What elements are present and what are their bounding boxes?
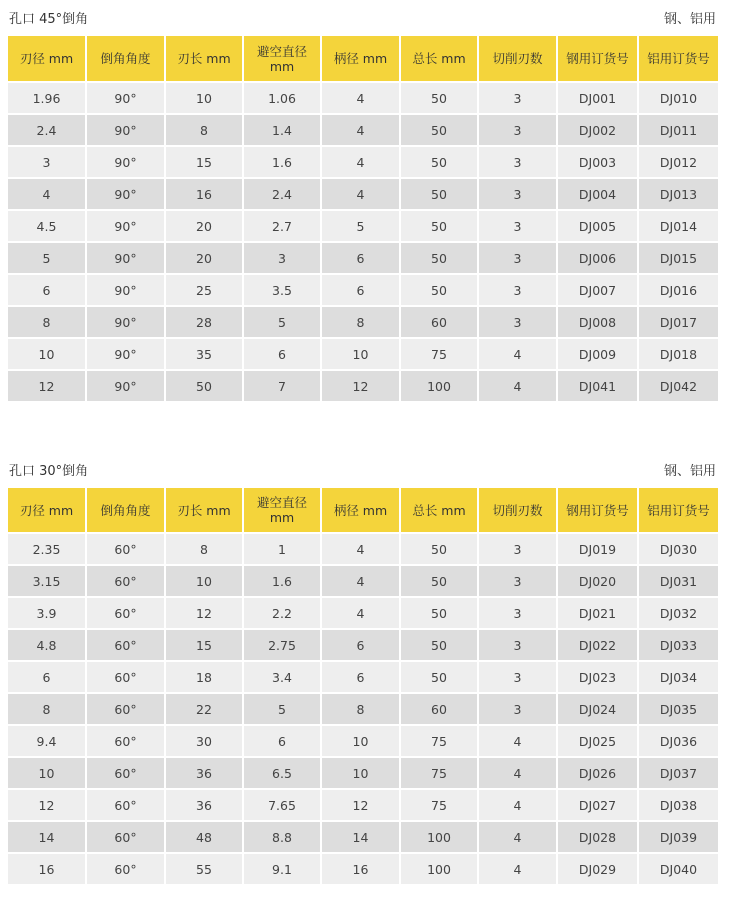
cell-flute-length: 48 <box>166 822 244 854</box>
cell-steel-order-no: DJ041 <box>558 371 639 403</box>
cell-shank-diameter: 6 <box>322 662 401 694</box>
cell-chamfer-angle: 60° <box>87 854 166 886</box>
cell-chamfer-angle: 60° <box>87 534 166 566</box>
table-row <box>8 854 718 886</box>
cell-diameter: 4 <box>8 179 87 211</box>
cell-steel-order-no: DJ001 <box>558 83 639 115</box>
table-row <box>8 822 718 854</box>
cell-aluminum-order-no: DJ039 <box>639 822 718 854</box>
cell-aluminum-order-no: DJ010 <box>639 83 718 115</box>
column-header-shank-diameter: 柄径 mm <box>322 36 401 83</box>
material-label: 钢、铝用 <box>663 464 716 479</box>
cell-diameter: 4.5 <box>8 211 87 243</box>
cell-overall-length: 50 <box>401 566 479 598</box>
table-row <box>8 534 718 566</box>
cell-flute-length: 8 <box>166 115 244 147</box>
cell-flute-count: 4 <box>479 371 558 403</box>
table-row <box>8 179 718 211</box>
cell-flute-length: 35 <box>166 339 244 371</box>
cell-overall-length: 100 <box>401 822 479 854</box>
cell-aluminum-order-no: DJ036 <box>639 726 718 758</box>
cell-flute-length: 12 <box>166 598 244 630</box>
cell-chamfer-angle: 90° <box>87 243 166 275</box>
cell-overall-length: 75 <box>401 339 479 371</box>
cell-flute-count: 4 <box>479 790 558 822</box>
cell-flute-count: 3 <box>479 694 558 726</box>
cell-chamfer-angle: 90° <box>87 371 166 403</box>
table-row <box>8 275 718 307</box>
cell-flute-length: 36 <box>166 758 244 790</box>
cell-chamfer-angle: 60° <box>87 566 166 598</box>
cell-chamfer-angle: 90° <box>87 147 166 179</box>
cell-flute-length: 55 <box>166 854 244 886</box>
table-row <box>8 115 718 147</box>
cell-overall-length: 50 <box>401 630 479 662</box>
cell-shank-diameter: 5 <box>322 211 401 243</box>
cell-steel-order-no: DJ019 <box>558 534 639 566</box>
table-row <box>8 630 718 662</box>
cell-shank-diameter: 10 <box>322 339 401 371</box>
cell-flute-length: 10 <box>166 566 244 598</box>
cell-overall-length: 100 <box>401 371 479 403</box>
cell-flute-length: 22 <box>166 694 244 726</box>
table-header-row <box>8 488 718 534</box>
section-title: 孔口 45°倒角 <box>9 12 89 27</box>
table-row <box>8 566 718 598</box>
cell-steel-order-no: DJ020 <box>558 566 639 598</box>
cell-chamfer-angle: 90° <box>87 211 166 243</box>
cell-aluminum-order-no: DJ013 <box>639 179 718 211</box>
cell-aluminum-order-no: DJ038 <box>639 790 718 822</box>
cell-steel-order-no: DJ026 <box>558 758 639 790</box>
cell-steel-order-no: DJ024 <box>558 694 639 726</box>
table-row <box>8 339 718 371</box>
column-header-relief-diameter: 避空直径 mm <box>244 488 322 534</box>
spec-table-30 <box>8 488 718 886</box>
cell-overall-length: 60 <box>401 694 479 726</box>
cell-steel-order-no: DJ006 <box>558 243 639 275</box>
cell-chamfer-angle: 90° <box>87 339 166 371</box>
section-title: 孔口 30°倒角 <box>9 464 89 479</box>
column-header-overall-length: 总长 mm <box>401 36 479 83</box>
cell-overall-length: 50 <box>401 243 479 275</box>
cell-relief-diameter: 2.2 <box>244 598 322 630</box>
cell-diameter: 12 <box>8 790 87 822</box>
column-header-steel-order-no: 钢用订货号 <box>558 488 639 534</box>
cell-shank-diameter: 4 <box>322 83 401 115</box>
table-row <box>8 83 718 115</box>
cell-relief-diameter: 7.65 <box>244 790 322 822</box>
cell-steel-order-no: DJ028 <box>558 822 639 854</box>
table-row <box>8 371 718 403</box>
cell-relief-diameter: 2.7 <box>244 211 322 243</box>
cell-overall-length: 50 <box>401 275 479 307</box>
cell-flute-length: 16 <box>166 179 244 211</box>
cell-aluminum-order-no: DJ015 <box>639 243 718 275</box>
cell-diameter: 3.9 <box>8 598 87 630</box>
cell-relief-diameter: 3 <box>244 243 322 275</box>
cell-diameter: 8 <box>8 694 87 726</box>
cell-aluminum-order-no: DJ035 <box>639 694 718 726</box>
cell-shank-diameter: 14 <box>322 822 401 854</box>
cell-shank-diameter: 4 <box>322 179 401 211</box>
spec-table-45 <box>8 36 718 403</box>
cell-overall-length: 75 <box>401 758 479 790</box>
cell-relief-diameter: 5 <box>244 307 322 339</box>
column-header-flute-length: 刃长 mm <box>166 36 244 83</box>
column-header-aluminum-order-no: 铝用订货号 <box>639 488 718 534</box>
column-header-aluminum-order-no: 铝用订货号 <box>639 36 718 83</box>
cell-steel-order-no: DJ008 <box>558 307 639 339</box>
cell-chamfer-angle: 90° <box>87 275 166 307</box>
cell-flute-length: 20 <box>166 243 244 275</box>
section-45-chamfer <box>0 0 729 394</box>
column-header-flute-count: 切削刃数 <box>479 488 558 534</box>
cell-overall-length: 50 <box>401 147 479 179</box>
cell-shank-diameter: 4 <box>322 598 401 630</box>
cell-diameter: 14 <box>8 822 87 854</box>
table-row <box>8 694 718 726</box>
cell-chamfer-angle: 90° <box>87 83 166 115</box>
table-row <box>8 758 718 790</box>
cell-aluminum-order-no: DJ031 <box>639 566 718 598</box>
cell-chamfer-angle: 60° <box>87 822 166 854</box>
cell-flute-count: 4 <box>479 758 558 790</box>
cell-overall-length: 75 <box>401 726 479 758</box>
cell-flute-count: 3 <box>479 534 558 566</box>
cell-flute-count: 3 <box>479 275 558 307</box>
table-row <box>8 662 718 694</box>
cell-flute-count: 3 <box>479 179 558 211</box>
cell-flute-count: 3 <box>479 83 558 115</box>
cell-steel-order-no: DJ009 <box>558 339 639 371</box>
cell-overall-length: 50 <box>401 115 479 147</box>
cell-steel-order-no: DJ027 <box>558 790 639 822</box>
cell-flute-length: 36 <box>166 790 244 822</box>
cell-shank-diameter: 8 <box>322 307 401 339</box>
cell-shank-diameter: 4 <box>322 566 401 598</box>
cell-relief-diameter: 3.4 <box>244 662 322 694</box>
cell-diameter: 2.4 <box>8 115 87 147</box>
cell-shank-diameter: 6 <box>322 630 401 662</box>
cell-chamfer-angle: 90° <box>87 307 166 339</box>
cell-relief-diameter: 6 <box>244 726 322 758</box>
cell-flute-length: 15 <box>166 147 244 179</box>
cell-overall-length: 50 <box>401 179 479 211</box>
column-header-shank-diameter: 柄径 mm <box>322 488 401 534</box>
cell-relief-diameter: 1 <box>244 534 322 566</box>
cell-shank-diameter: 8 <box>322 694 401 726</box>
cell-relief-diameter: 6 <box>244 339 322 371</box>
cell-flute-count: 3 <box>479 243 558 275</box>
cell-diameter: 9.4 <box>8 726 87 758</box>
table-row <box>8 211 718 243</box>
cell-overall-length: 50 <box>401 83 479 115</box>
cell-diameter: 3 <box>8 147 87 179</box>
cell-steel-order-no: DJ021 <box>558 598 639 630</box>
cell-flute-length: 30 <box>166 726 244 758</box>
cell-aluminum-order-no: DJ042 <box>639 371 718 403</box>
cell-relief-diameter: 3.5 <box>244 275 322 307</box>
table-header-row <box>8 36 718 83</box>
section-title-row <box>0 452 729 488</box>
cell-flute-count: 3 <box>479 211 558 243</box>
table-row <box>8 598 718 630</box>
cell-flute-length: 28 <box>166 307 244 339</box>
cell-steel-order-no: DJ002 <box>558 115 639 147</box>
cell-relief-diameter: 2.4 <box>244 179 322 211</box>
cell-diameter: 8 <box>8 307 87 339</box>
cell-flute-count: 3 <box>479 147 558 179</box>
cell-steel-order-no: DJ025 <box>558 726 639 758</box>
cell-overall-length: 50 <box>401 662 479 694</box>
cell-chamfer-angle: 60° <box>87 598 166 630</box>
cell-aluminum-order-no: DJ040 <box>639 854 718 886</box>
cell-chamfer-angle: 60° <box>87 694 166 726</box>
cell-chamfer-angle: 60° <box>87 726 166 758</box>
cell-aluminum-order-no: DJ032 <box>639 598 718 630</box>
cell-flute-count: 4 <box>479 822 558 854</box>
table-row <box>8 726 718 758</box>
cell-diameter: 6 <box>8 662 87 694</box>
section-30-chamfer <box>0 452 729 877</box>
cell-steel-order-no: DJ005 <box>558 211 639 243</box>
cell-shank-diameter: 6 <box>322 243 401 275</box>
column-header-relief-diameter: 避空直径 mm <box>244 36 322 83</box>
cell-chamfer-angle: 60° <box>87 758 166 790</box>
cell-aluminum-order-no: DJ012 <box>639 147 718 179</box>
cell-diameter: 6 <box>8 275 87 307</box>
cell-flute-length: 18 <box>166 662 244 694</box>
cell-flute-count: 3 <box>479 598 558 630</box>
cell-aluminum-order-no: DJ034 <box>639 662 718 694</box>
table-row <box>8 307 718 339</box>
cell-shank-diameter: 12 <box>322 790 401 822</box>
cell-steel-order-no: DJ004 <box>558 179 639 211</box>
cell-relief-diameter: 1.6 <box>244 147 322 179</box>
column-header-overall-length: 总长 mm <box>401 488 479 534</box>
cell-flute-length: 10 <box>166 83 244 115</box>
cell-aluminum-order-no: DJ016 <box>639 275 718 307</box>
cell-aluminum-order-no: DJ030 <box>639 534 718 566</box>
cell-aluminum-order-no: DJ018 <box>639 339 718 371</box>
cell-steel-order-no: DJ003 <box>558 147 639 179</box>
cell-shank-diameter: 4 <box>322 115 401 147</box>
cell-relief-diameter: 9.1 <box>244 854 322 886</box>
cell-relief-diameter: 1.6 <box>244 566 322 598</box>
column-header-steel-order-no: 钢用订货号 <box>558 36 639 83</box>
cell-chamfer-angle: 60° <box>87 662 166 694</box>
section-title-row <box>0 0 729 36</box>
cell-aluminum-order-no: DJ011 <box>639 115 718 147</box>
cell-flute-count: 3 <box>479 115 558 147</box>
column-header-flute-count: 切削刃数 <box>479 36 558 83</box>
cell-steel-order-no: DJ023 <box>558 662 639 694</box>
cell-flute-length: 25 <box>166 275 244 307</box>
column-header-diameter: 刃径 mm <box>8 488 87 534</box>
cell-steel-order-no: DJ007 <box>558 275 639 307</box>
cell-steel-order-no: DJ029 <box>558 854 639 886</box>
cell-diameter: 10 <box>8 339 87 371</box>
cell-diameter: 12 <box>8 371 87 403</box>
cell-shank-diameter: 4 <box>322 534 401 566</box>
cell-overall-length: 75 <box>401 790 479 822</box>
cell-flute-count: 4 <box>479 854 558 886</box>
cell-diameter: 3.15 <box>8 566 87 598</box>
cell-steel-order-no: DJ022 <box>558 630 639 662</box>
cell-chamfer-angle: 60° <box>87 630 166 662</box>
cell-flute-count: 3 <box>479 662 558 694</box>
cell-diameter: 4.8 <box>8 630 87 662</box>
cell-shank-diameter: 10 <box>322 758 401 790</box>
table-row <box>8 790 718 822</box>
cell-relief-diameter: 7 <box>244 371 322 403</box>
cell-flute-count: 3 <box>479 307 558 339</box>
cell-flute-count: 4 <box>479 726 558 758</box>
cell-relief-diameter: 5 <box>244 694 322 726</box>
column-header-diameter: 刃径 mm <box>8 36 87 83</box>
cell-aluminum-order-no: DJ033 <box>639 630 718 662</box>
cell-aluminum-order-no: DJ017 <box>639 307 718 339</box>
cell-flute-count: 3 <box>479 630 558 662</box>
cell-flute-count: 4 <box>479 339 558 371</box>
column-header-chamfer-angle: 倒角角度 <box>87 488 166 534</box>
cell-relief-diameter: 1.4 <box>244 115 322 147</box>
cell-overall-length: 50 <box>401 211 479 243</box>
column-header-chamfer-angle: 倒角角度 <box>87 36 166 83</box>
cell-overall-length: 50 <box>401 534 479 566</box>
cell-flute-length: 50 <box>166 371 244 403</box>
cell-flute-length: 15 <box>166 630 244 662</box>
cell-flute-count: 3 <box>479 566 558 598</box>
cell-chamfer-angle: 60° <box>87 790 166 822</box>
table-row <box>8 147 718 179</box>
cell-diameter: 5 <box>8 243 87 275</box>
cell-relief-diameter: 6.5 <box>244 758 322 790</box>
cell-relief-diameter: 2.75 <box>244 630 322 662</box>
cell-relief-diameter: 1.06 <box>244 83 322 115</box>
cell-chamfer-angle: 90° <box>87 115 166 147</box>
cell-diameter: 2.35 <box>8 534 87 566</box>
material-label: 钢、铝用 <box>663 12 716 27</box>
cell-shank-diameter: 10 <box>322 726 401 758</box>
cell-overall-length: 60 <box>401 307 479 339</box>
cell-shank-diameter: 12 <box>322 371 401 403</box>
cell-flute-length: 20 <box>166 211 244 243</box>
cell-diameter: 10 <box>8 758 87 790</box>
cell-overall-length: 100 <box>401 854 479 886</box>
cell-aluminum-order-no: DJ014 <box>639 211 718 243</box>
cell-shank-diameter: 6 <box>322 275 401 307</box>
cell-diameter: 16 <box>8 854 87 886</box>
cell-relief-diameter: 8.8 <box>244 822 322 854</box>
table-row <box>8 243 718 275</box>
cell-shank-diameter: 4 <box>322 147 401 179</box>
cell-overall-length: 50 <box>401 598 479 630</box>
cell-shank-diameter: 16 <box>322 854 401 886</box>
cell-aluminum-order-no: DJ037 <box>639 758 718 790</box>
cell-diameter: 1.96 <box>8 83 87 115</box>
column-header-flute-length: 刃长 mm <box>166 488 244 534</box>
cell-chamfer-angle: 90° <box>87 179 166 211</box>
cell-flute-length: 8 <box>166 534 244 566</box>
